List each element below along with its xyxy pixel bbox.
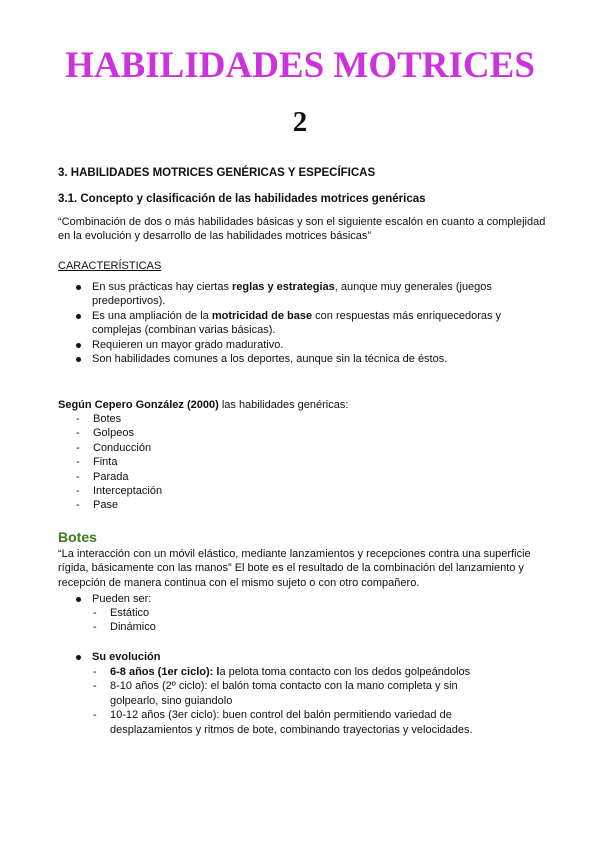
list-item: En sus prácticas hay ciertas reglas y estrategias, aunque muy generales (juegos predeportivos).	[58, 280, 548, 309]
list-item: Son habilidades comunes a los deportes, aunque sin la técnica de éstos.	[58, 352, 548, 366]
bullet-icon	[76, 314, 81, 319]
bullet-icon	[76, 655, 81, 660]
generic-skills-list	[58, 412, 162, 513]
characteristics-label: CARACTERÍSTICAS	[58, 260, 162, 272]
list-item: Es una ampliación de la motricidad de base con respuestas más enriquecedoras y complejas (combinan varias básicas).	[58, 309, 548, 338]
list-item: - 6-8 años (1er ciclo): la pelota toma contacto con los dedos golpeándolos	[93, 666, 471, 678]
evolucion-stages-list	[75, 665, 475, 737]
list-item: Requieren un mayor grado madurativo.	[58, 338, 548, 352]
list-item: - 8-10 años (2º ciclo): el balón toma contacto con la mano completa y sin golpearlo, sino guiandolo	[93, 680, 458, 707]
bullet-icon	[76, 343, 81, 348]
list-item: - Conducción	[76, 441, 152, 454]
list-item: - Golpeos	[76, 427, 134, 440]
bullet-icon	[76, 285, 81, 290]
subsection-heading: 3.1. Concepto y clasificación de las habilidades motrices genéricas	[58, 193, 426, 205]
list-item: - 10-12 años (3er ciclo): buen control del balón permitiendo variedad de desplazamientos y ritmos de bote, combinando trayectorias y velocidades.	[93, 709, 473, 736]
bullet-icon	[76, 357, 81, 362]
list-item: - Dinámico	[93, 621, 156, 634]
list-item: - Pase	[76, 499, 119, 512]
list-item: Su evolución	[58, 650, 548, 664]
document-number: 2	[292, 106, 308, 138]
document-title: HABILIDADES MOTRICES	[65, 45, 535, 86]
botes-definition: “La interacción con un móvil elástico, mediante lanzamientos y recepciones contra una superficie rígida, básicamente con las manos” El bote es el resultado de la combinación del lanzamiento y recepción de manera continua con el mismo sujeto o con otro compañero.	[58, 548, 531, 589]
botes-types-list	[58, 592, 548, 606]
cepero-intro: Según Cepero González (2000) las habilidades genéricas:	[58, 399, 349, 411]
section-heading: 3. HABILIDADES MOTRICES GENÉRICAS Y ESPECÍFICAS	[58, 167, 376, 179]
list-item: - Interceptación	[76, 485, 163, 498]
characteristics-list	[58, 280, 548, 366]
list-item: - Finta	[76, 456, 118, 469]
list-item: - Botes	[76, 413, 122, 425]
botes-subtypes-list	[75, 606, 156, 635]
bullet-icon	[76, 597, 81, 602]
definition-quote: “Combinación de dos o más habilidades básicas y son el siguiente escalón en cuanto a complejidad en la evolución y desarrollo de las habilidades motrices básicas”	[58, 216, 546, 243]
list-item: Pueden ser:	[58, 592, 548, 606]
list-item: - Parada	[76, 470, 129, 483]
botes-heading: Botes	[58, 529, 97, 545]
list-item: - Estático	[93, 607, 150, 619]
evolucion-list	[58, 650, 548, 664]
